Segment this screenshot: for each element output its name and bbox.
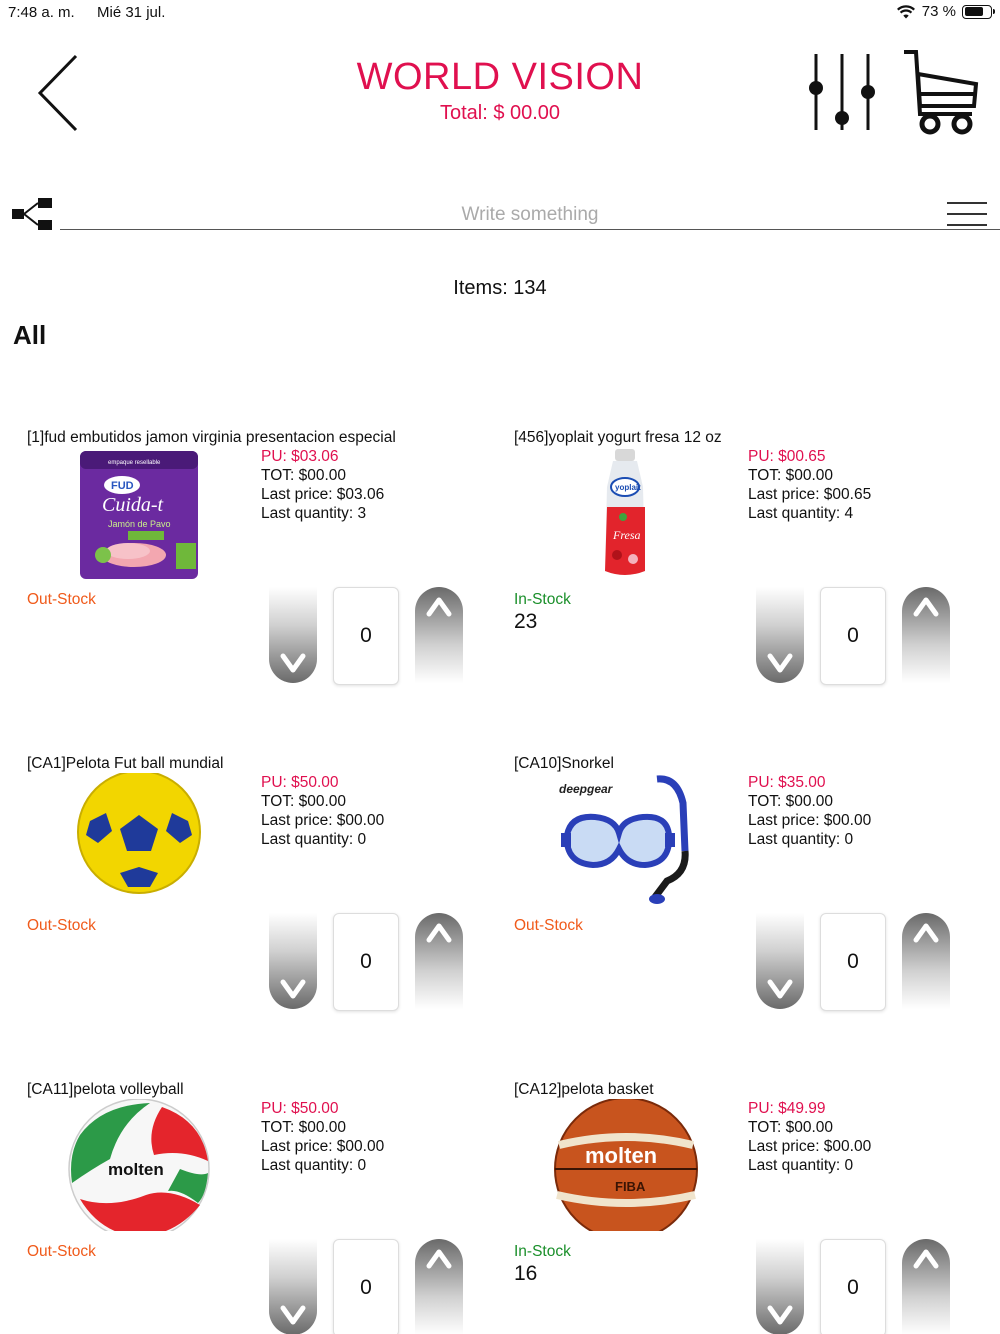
product-info xyxy=(261,1099,384,1175)
total-price: TOT: $00.00 xyxy=(748,467,834,484)
chevron-up-icon xyxy=(911,919,941,949)
menu-line-icon xyxy=(947,213,987,215)
quantity-field[interactable]: 0 xyxy=(333,913,399,1011)
cart-button[interactable] xyxy=(900,44,984,138)
product-name: [456]yoplait yogurt fresa 12 oz xyxy=(514,429,722,446)
quantity-field[interactable]: 0 xyxy=(820,1239,886,1334)
menu-line-icon xyxy=(947,224,987,226)
header xyxy=(0,30,1000,160)
product-name: [1]fud embutidos jamon virginia presentacion especial xyxy=(27,429,396,446)
brand-logo: deepgear xyxy=(559,782,613,796)
last-price: Last price: $00.00 xyxy=(748,812,872,829)
last-quantity: Last quantity: 0 xyxy=(748,831,854,848)
chevron-up-icon xyxy=(424,593,454,623)
product-image xyxy=(537,773,707,905)
last-quantity: Last quantity: 4 xyxy=(748,505,854,522)
svg-text:Jamón de Pavo: Jamón de Pavo xyxy=(108,519,171,529)
unit-price: PU: $50.00 xyxy=(261,1100,339,1117)
product-image xyxy=(537,1099,707,1231)
decrease-button[interactable] xyxy=(756,913,804,1009)
status-indicators xyxy=(896,3,992,20)
search-bar xyxy=(0,190,1000,240)
last-quantity: Last quantity: 0 xyxy=(261,831,367,848)
last-price: Last price: $00.00 xyxy=(261,812,385,829)
hamburger-menu-button[interactable] xyxy=(945,198,989,230)
yogurt-bottle-icon xyxy=(537,447,707,579)
product-image xyxy=(50,773,220,905)
product-card[interactable] xyxy=(0,429,487,749)
stock-status: Out-Stock xyxy=(27,591,96,608)
increase-button[interactable] xyxy=(415,587,463,683)
last-price: Last price: $00.00 xyxy=(748,1138,872,1155)
svg-text:Fresa: Fresa xyxy=(613,528,641,542)
status-bar xyxy=(0,0,1000,26)
total-price: TOT: $00.00 xyxy=(748,793,834,810)
sliders-icon xyxy=(800,46,886,136)
total-price: TOT: $00.00 xyxy=(261,467,347,484)
product-name: [CA11]pelota volleyball xyxy=(27,1081,184,1098)
decrease-button[interactable] xyxy=(269,913,317,1009)
total-price: TOT: $00.00 xyxy=(261,1119,347,1136)
chevron-down-icon xyxy=(278,973,308,1003)
last-quantity: Last quantity: 3 xyxy=(261,505,367,522)
stock-status: Out-Stock xyxy=(27,917,96,934)
chevron-down-icon xyxy=(278,647,308,677)
increase-button[interactable] xyxy=(902,1239,950,1334)
category-tree-button[interactable] xyxy=(10,196,54,232)
total-price: TOT: $00.00 xyxy=(261,793,347,810)
unit-price: PU: $50.00 xyxy=(261,774,339,791)
product-card[interactable] xyxy=(0,755,487,1075)
stock-quantity: 23 xyxy=(514,610,538,633)
product-name: [CA1]Pelota Fut ball mundial xyxy=(27,755,224,772)
search-input[interactable] xyxy=(60,200,1000,230)
unit-price: PU: $00.65 xyxy=(748,448,826,465)
stock-status: Out-Stock xyxy=(514,917,583,934)
increase-button[interactable] xyxy=(902,913,950,1009)
svg-text:yoplait: yoplait xyxy=(615,483,641,492)
fiba-logo: FIBA xyxy=(615,1179,646,1194)
chevron-up-icon xyxy=(911,1245,941,1275)
soccer-ball-icon xyxy=(50,773,220,905)
product-card[interactable] xyxy=(487,429,974,749)
increase-button[interactable] xyxy=(415,913,463,1009)
product-info xyxy=(261,447,384,523)
product-image xyxy=(50,1099,220,1231)
total-price: TOT: $00.00 xyxy=(748,1119,834,1136)
increase-button[interactable] xyxy=(902,587,950,683)
shopping-cart-icon xyxy=(900,44,984,138)
product-image xyxy=(50,447,220,579)
section-title: All xyxy=(13,320,47,350)
decrease-button[interactable] xyxy=(269,1239,317,1334)
ham-package-icon xyxy=(50,447,220,579)
hierarchy-icon xyxy=(10,196,54,232)
product-card[interactable] xyxy=(487,1081,974,1334)
svg-text:Cuida-t: Cuida-t xyxy=(102,494,164,516)
increase-button[interactable] xyxy=(415,1239,463,1334)
chevron-down-icon xyxy=(765,647,795,677)
battery-icon xyxy=(962,5,992,19)
decrease-button[interactable] xyxy=(756,587,804,683)
brand-logo: molten xyxy=(585,1143,658,1168)
last-quantity: Last quantity: 0 xyxy=(261,1157,367,1174)
svg-text:empaque resellable: empaque resellable xyxy=(108,460,161,466)
cart-total: Total: $ 00.00 xyxy=(439,102,561,124)
last-price: Last price: $00.00 xyxy=(261,1138,385,1155)
quantity-field[interactable]: 0 xyxy=(820,587,886,685)
brand-logo: molten xyxy=(108,1160,164,1179)
battery-percent: 73 % xyxy=(921,3,956,20)
stock-status: Out-Stock xyxy=(27,1243,96,1260)
basketball-icon xyxy=(537,1099,707,1231)
decrease-button[interactable] xyxy=(756,1239,804,1334)
chevron-up-icon xyxy=(424,919,454,949)
stock-status: In-Stock xyxy=(514,591,571,608)
last-quantity: Last quantity: 0 xyxy=(748,1157,854,1174)
chevron-up-icon xyxy=(424,1245,454,1275)
product-info xyxy=(748,773,871,849)
svg-text:FUD: FUD xyxy=(111,480,134,492)
chevron-down-icon xyxy=(765,1299,795,1329)
stock-status: In-Stock xyxy=(514,1243,571,1260)
stock-quantity: 16 xyxy=(514,1262,538,1285)
items-count: Items: 134 xyxy=(453,277,547,299)
unit-price: PU: $35.00 xyxy=(748,774,826,791)
product-card[interactable] xyxy=(487,755,974,1075)
product-info xyxy=(748,447,871,523)
menu-line-icon xyxy=(947,202,987,204)
product-image xyxy=(537,447,707,579)
last-price: Last price: $03.06 xyxy=(261,486,385,503)
status-time: 7:48 a. m. xyxy=(8,4,75,21)
quantity-field[interactable]: 0 xyxy=(333,587,399,685)
wifi-icon xyxy=(896,4,916,20)
unit-price: PU: $03.06 xyxy=(261,448,339,465)
snorkel-mask-icon xyxy=(537,773,707,905)
decrease-button[interactable] xyxy=(269,587,317,683)
status-date: Mié 31 jul. xyxy=(97,4,166,21)
chevron-down-icon xyxy=(765,973,795,1003)
page-title: WORLD VISION xyxy=(356,56,644,98)
product-name: [CA12]pelota basket xyxy=(514,1081,654,1098)
chevron-up-icon xyxy=(911,593,941,623)
unit-price: PU: $49.99 xyxy=(748,1100,826,1117)
quantity-field[interactable]: 0 xyxy=(333,1239,399,1334)
product-info xyxy=(748,1099,871,1175)
volleyball-icon xyxy=(50,1099,220,1231)
last-price: Last price: $00.65 xyxy=(748,486,872,503)
filter-button[interactable] xyxy=(800,46,886,136)
product-info xyxy=(261,773,384,849)
chevron-down-icon xyxy=(278,1299,308,1329)
product-name: [CA10]Snorkel xyxy=(514,755,614,772)
quantity-field[interactable]: 0 xyxy=(820,913,886,1011)
product-card[interactable] xyxy=(0,1081,487,1334)
